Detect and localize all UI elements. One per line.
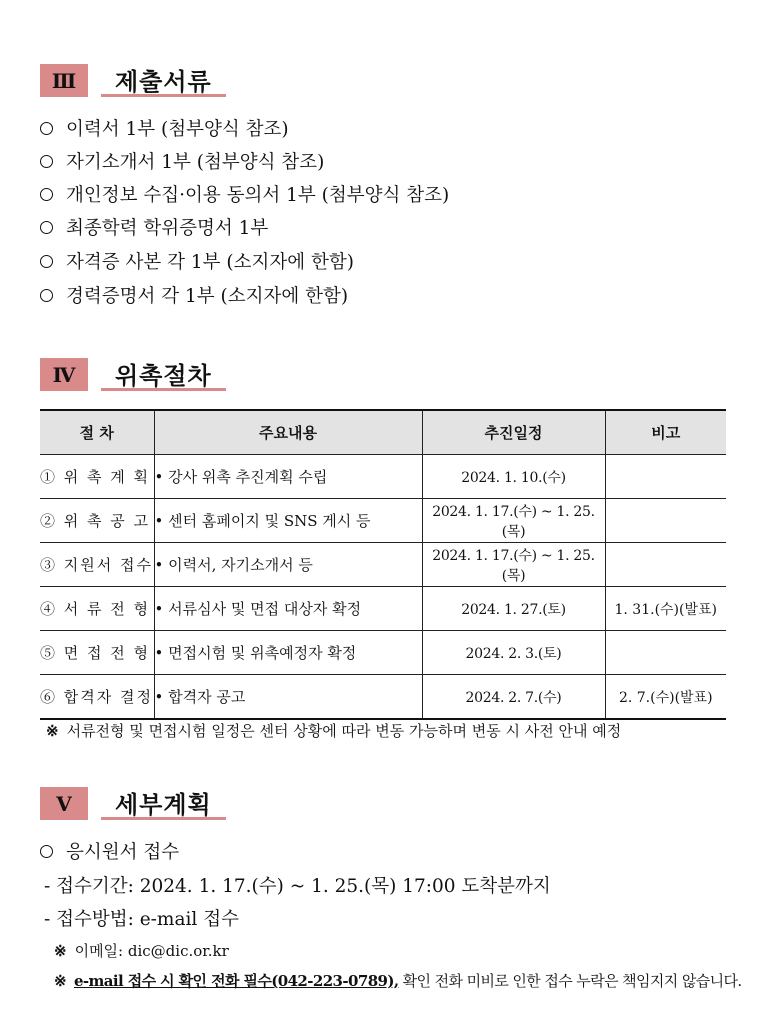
phone-note: ※ e-mail 접수 시 확인 전화 필수(042-223-0789), 확인 전화 미비로 인한 접수 누락은 책임지지 않습니다.: [54, 972, 742, 990]
list-item: 자기소개서 1부 (첨부양식 참조): [40, 148, 324, 174]
content-cell: • 센터 홈페이지 및 SNS 게시 등: [154, 499, 422, 543]
step-cell: ③ 지원서 접수: [40, 543, 154, 587]
section-number: Ⅲ: [40, 64, 88, 97]
step-cell: ⑥ 합격자 결정: [40, 675, 154, 720]
table-row: [40, 587, 726, 631]
table-row: [40, 543, 726, 587]
section-number: Ⅴ: [40, 787, 88, 820]
list-item: 최종학력 학위증명서 1부: [40, 214, 268, 240]
content-cell: • 면접시험 및 위촉예정자 확정: [154, 631, 422, 675]
table-row: [40, 675, 726, 720]
note-cell: [605, 631, 726, 675]
list-item: 응시원서 접수: [40, 838, 179, 864]
circle-bullet-icon: [40, 289, 53, 302]
reference-mark-icon: ※: [54, 972, 66, 990]
note-cell: 1. 31.(수)(발표): [605, 587, 726, 631]
section-title: 제출서류: [101, 64, 226, 97]
note-cell: [605, 455, 726, 499]
note-cell: [605, 499, 726, 543]
circle-bullet-icon: [40, 221, 53, 234]
schedule-cell: 2024. 2. 7.(수): [422, 675, 605, 720]
table-row: [40, 499, 726, 543]
column-header: 주요내용: [154, 410, 422, 455]
section-title: 위촉절차: [101, 358, 226, 391]
email-note: ※ 이메일: dic@dic.or.kr: [54, 942, 229, 960]
column-header: 비고: [605, 410, 726, 455]
schedule-cell: 2024. 1. 17.(수) ~ 1. 25.(목): [422, 499, 605, 543]
schedule-cell: 2024. 1. 27.(토): [422, 587, 605, 631]
sub-item-method: - 접수방법: e-mail 접수: [44, 909, 239, 930]
table-header-row: [40, 410, 726, 455]
reference-mark-icon: ※: [54, 942, 67, 960]
content-cell: • 이력서, 자기소개서 등: [154, 543, 422, 587]
column-header: 추진일정: [422, 410, 605, 455]
content-cell: • 합격자 공고: [154, 675, 422, 720]
note-cell: [605, 543, 726, 587]
table-footnote: ※ 서류전형 및 면접시험 일정은 센터 상황에 따라 변동 가능하며 변동 시 사전 안내 예정: [46, 722, 622, 740]
list-item: 개인정보 수집·이용 동의서 1부 (첨부양식 참조): [40, 181, 449, 207]
sub-item-period: - 접수기간: 2024. 1. 17.(수) ~ 1. 25.(목) 17:00 도착분까지: [44, 876, 551, 897]
circle-bullet-icon: [40, 255, 53, 268]
circle-bullet-icon: [40, 122, 53, 135]
section-3-header: [40, 64, 226, 97]
note-cell: 2. 7.(수)(발표): [605, 675, 726, 720]
step-cell: ⑤ 면 접 전 형: [40, 631, 154, 675]
circle-bullet-icon: [40, 188, 53, 201]
table-row: [40, 631, 726, 675]
schedule-cell: 2024. 1. 10.(수): [422, 455, 605, 499]
table-row: [40, 455, 726, 499]
content-cell: • 서류심사 및 면접 대상자 확정: [154, 587, 422, 631]
circle-bullet-icon: [40, 845, 53, 858]
section-4-header: [40, 358, 226, 391]
section-number: Ⅳ: [40, 358, 88, 391]
section-5-header: [40, 787, 226, 820]
content-cell: • 강사 위촉 추진계획 수립: [154, 455, 422, 499]
column-header: 절 차: [40, 410, 154, 455]
reference-mark-icon: ※: [46, 722, 59, 740]
step-cell: ① 위 촉 계 획: [40, 455, 154, 499]
step-cell: ④ 서 류 전 형: [40, 587, 154, 631]
procedure-table: [40, 409, 726, 720]
schedule-cell: 2024. 2. 3.(토): [422, 631, 605, 675]
list-item: 이력서 1부 (첨부양식 참조): [40, 115, 289, 141]
list-item: 자격증 사본 각 1부 (소지자에 한함): [40, 248, 354, 274]
step-cell: ② 위 촉 공 고: [40, 499, 154, 543]
circle-bullet-icon: [40, 155, 53, 168]
list-item: 경력증명서 각 1부 (소지자에 한함): [40, 282, 348, 308]
schedule-cell: 2024. 1. 17.(수) ~ 1. 25.(목): [422, 543, 605, 587]
section-title: 세부계획: [101, 787, 226, 820]
